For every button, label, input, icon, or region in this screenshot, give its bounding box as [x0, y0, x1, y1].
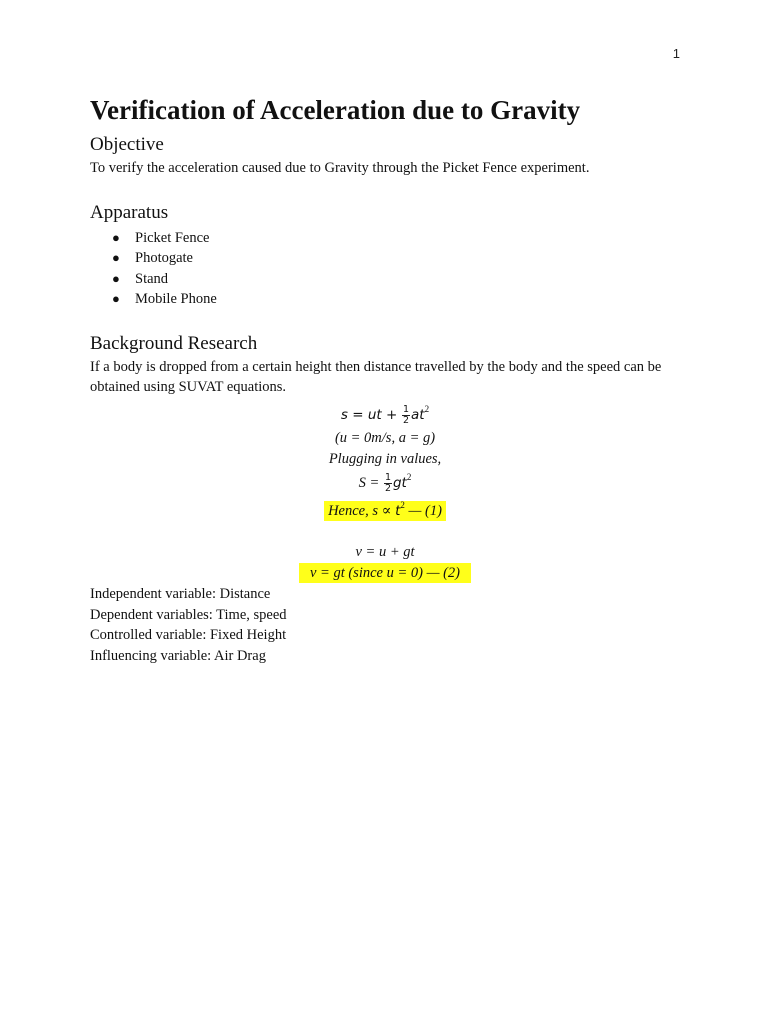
- apparatus-item: [90, 228, 680, 248]
- page-number: 1: [672, 46, 680, 61]
- equation-velocity: v = u + gt: [355, 544, 415, 561]
- highlight-equation-2: v = gt (since u = 0) — (2): [299, 563, 471, 583]
- bullet-icon: ●: [112, 250, 120, 266]
- equation-block: [90, 402, 680, 584]
- equation-proportionality: [90, 501, 680, 522]
- equation-plugging-note: Plugging in values,: [328, 451, 442, 468]
- apparatus-item-label: Picket Fence: [135, 230, 210, 246]
- apparatus-item-label: Mobile Phone: [135, 290, 217, 307]
- apparatus-heading: Apparatus: [90, 202, 169, 223]
- bullet-icon: ●: [112, 230, 120, 245]
- apparatus-item: [90, 289, 680, 309]
- equation-displacement-substituted: S = $\frac{1}{2}$ $gt^2$: [358, 472, 412, 495]
- equation-conditions: (u = 0m/s, a = g): [334, 430, 436, 447]
- objective-text: To verify the acceleration caused due to Gravity through the Picket Fence experiment.: [90, 160, 590, 176]
- controlled-variable: Controlled variable: Fixed Height: [90, 627, 287, 644]
- apparatus-item-label: Photogate: [135, 250, 193, 267]
- apparatus-item: [90, 248, 680, 268]
- apparatus-item: [90, 269, 680, 289]
- fraction-half: $\frac{1}{2}$: [384, 472, 391, 495]
- document-content: [90, 92, 680, 666]
- document-title: Verification of Acceleration due to Gravity: [90, 95, 581, 125]
- apparatus-item-label: Stand: [135, 270, 169, 287]
- apparatus-list: [90, 228, 680, 309]
- background-text: If a body is dropped from a certain height then distance travelled by the body and the speed can be obtained using SUVAT equations.: [90, 359, 662, 396]
- background-heading: Background Research: [90, 333, 258, 355]
- objective-heading: Objective: [90, 134, 164, 155]
- equation-velocity-simplified: [90, 563, 680, 584]
- independent-variable: Independent variable: Distance: [90, 586, 271, 603]
- variables-section: [90, 584, 680, 666]
- highlight-equation-1: Hence, $s \propto t^2$ — (1): [324, 501, 446, 521]
- fraction-half: $\frac{1}{2}$: [402, 404, 409, 427]
- dependent-variables: Dependent variables: Time, speed: [90, 606, 287, 623]
- bullet-icon: ●: [112, 290, 120, 306]
- bullet-icon: ●: [112, 270, 120, 286]
- equation-suvat-displacement: s = ut + $\frac{1}{2}$ $at^2$: [340, 404, 430, 427]
- influencing-variable: Influencing variable: Air Drag: [90, 647, 266, 664]
